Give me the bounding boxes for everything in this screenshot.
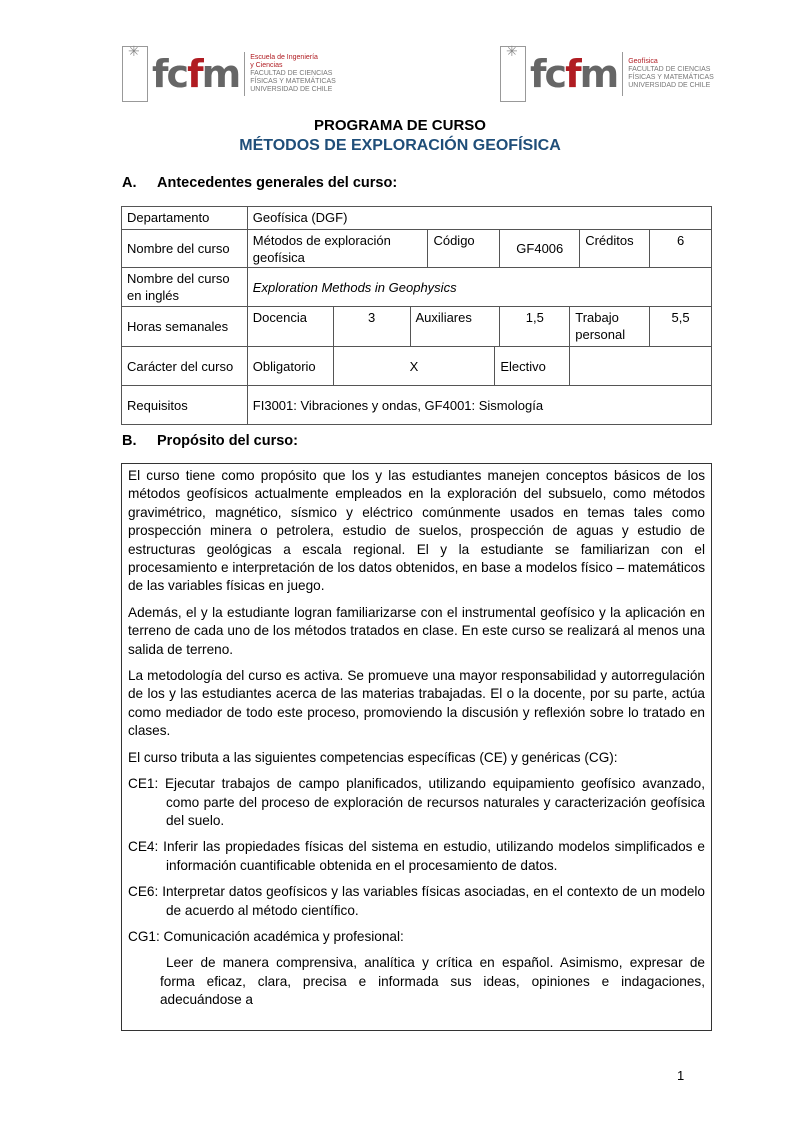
table-row: Nombre del curso Métodos de exploración geofísica Código GF4006 Créditos 6 <box>121 230 712 268</box>
competency-cg1: CG1: Comunicación académica y profesional: <box>128 928 404 944</box>
section-a-heading: A. Antecedentes generales del curso: <box>122 175 398 191</box>
competency-ce4: CE4: Inferir las propiedades físicas del sistema en estudio, utilizando modelos simplificados e información cuantificable obtenida en el procesamiento de datos. <box>128 839 705 873</box>
table-row: Nombre del curso en inglés Exploration Methods in Geophysics <box>121 268 712 307</box>
page-title: PROGRAMA DE CURSO <box>314 117 486 134</box>
competency-ce1: CE1: Ejecutar trabajos de campo planificados, utilizando equipamiento geofísico avanzado, como parte del proceso de exploración de recursos naturales y caracterización geofísica del suelo. <box>128 776 705 828</box>
university-crest-icon <box>500 46 526 102</box>
section-b-heading: B. Propósito del curso: <box>122 433 298 449</box>
page-number: 1 <box>677 1068 685 1083</box>
fcfm-geofisica-logo: ✳ fcfm Geofísica FACULTAD DE CIENCIAS FÍSICAS Y MATEMÁTICAS UNIVERSIDAD DE CHILE <box>500 46 714 102</box>
course-title: MÉTODOS DE EXPLORACIÓN GEOFÍSICA <box>239 137 561 154</box>
table-row: Horas semanales Docencia 3 Auxiliares 1,5 Trabajo personal 5,5 <box>121 307 712 347</box>
purpose-box: El curso tiene como propósito que los y las estudiantes manejen conceptos básicos de los métodos geofísicos actualmente empleados en la exploración del subsuelo, como métodos gravimétrico, magnético, sísmico y eléctrico comúnmente usados en temas tales como prospección minera o petrolera, estudio de suelos, prospección de aguas y estudio de estructuras geológicas a escala regional. El y la estudiante se familiarizan con el procesamiento e interpretación de los datos obtenidos, en base a modelos físico – matemáticos de las variables físicas en juego. Además, el y la estudiante logran familiarizarse con el instrumental geofísico y la aplicación en terreno de cada uno de los métodos tratados en clase. En este curso se realizará al menos una salida de terreno. La metodología del curso es activa. Se promueve una mayor responsabilidad y autorregulación de los y las estudiantes acerca de las materias trabajadas. El o la docente, por su parte, actúa como mediador de todo este proceso, promoviendo la discusión y reflexión sobre lo tratado en clases. El curso tributa a las siguientes competencias específicas (CE) y genéricas (CG): CE1: Ejecutar trabajos de campo planificados, utilizando equipamiento geofísico avanzado, como parte del proceso de exploración de recursos naturales y caracterización geofísica del suelo. CE4: Inferir las propiedades físicas del sistema en estudio, utilizando modelos simplificados e información cuantificable obtenida en el procesamiento de datos. CE6: Interpretar datos geofísicos y las variables físicas asociadas, en el contexto de un modelo de acuerdo al método científico. CG1: Comunicación académica y profesional: Leer de manera comprensiva, analítica y crítica en español. Asimismo, expresar de forma eficaz, clara, precisa e informada sus ideas, opiniones e indagaciones, adecuándose a <box>121 463 712 1031</box>
table-row: Carácter del curso Obligatorio X Electivo <box>121 347 712 386</box>
competency-ce6: CE6: Interpretar datos geofísicos y las variables físicas asociadas, en el contexto de un modelo de acuerdo al método científico. <box>128 884 705 918</box>
university-crest-icon <box>122 46 148 102</box>
fcfm-escuela-logo: ✳ fcfm Escuela de Ingeniería y Ciencias FACULTAD DE CIENCIAS FÍSICAS Y MATEMÁTICAS UNIVERSIDAD DE CHILE <box>122 46 336 102</box>
table-row: Requisitos FI3001: Vibraciones y ondas, GF4001: Sismología <box>121 386 712 425</box>
table-row: Departamento Geofísica (DGF) <box>121 207 712 230</box>
course-info-table <box>121 206 712 425</box>
